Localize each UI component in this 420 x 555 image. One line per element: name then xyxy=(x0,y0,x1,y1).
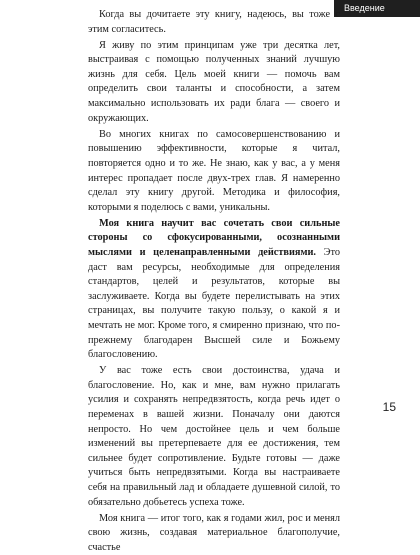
running-header xyxy=(334,0,420,17)
bold-lead-sentence: Моя книга научит вас сочетать свои сильные стороны со сфокусированными, осознанными мыслями и целенаправленными действиями. xyxy=(88,217,340,258)
paragraph-1: Когда вы дочитаете эту книгу, надеюсь, вы тоже с этим согласитесь. xyxy=(88,9,340,35)
paragraph-3: Во многих книгах по самосовершенствованию и повышению эффективности, которые я читал, повторяется одно и то же. Не знаю, как у вас, а у меня интерес пропадает после двух-трех глав. Я намеренно сделал эту книгу другой. Методика и философия, которыми я поделюсь с вами, уникальны. xyxy=(88,128,340,213)
paragraph-6: Моя книга — итог того, как я годами жил, рос и менял свою жизнь, создавая материальное благополучие, счастье xyxy=(88,512,340,553)
paragraph-4: Моя книга научит вас сочетать свои сильные стороны со сфокусированными, осознанными мыслями и целенаправленными действиями. Это даст вам ресурсы, необходимые для определения стандартов, целей и результатов, которые вы заслуживаете. Когда вы будете перелистывать на этих страницах, вы получите такую пользу, о какой я и мечтать не мог. Кроме того, я смиренно признаю, что по-прежнему благодарен Высшей силе и Божьему благословению. xyxy=(88,217,340,361)
section-title: Введение xyxy=(344,3,385,13)
body-text xyxy=(88,8,340,555)
paragraph-2: Я живу по этим принципам уже три десятка лет, выстраивая с помощью полученных знаний лучшую жизнь для себя. Цель моей книги — помочь вам определить свои таланты и способности, а затем максимально использовать их ради блага — своего и окружающих. xyxy=(88,39,340,124)
paragraph-5: У вас тоже есть свои достоинства, удача и благословение. Но, как и мне, вам нужно прилагать усилия и сохранять непредвзятость, когда речь идет о переменах в вашей жизни. Поначалу они даются непросто. Но чем достойнее цель и чем больше изменений вы претерпеваете для ее достижения, тем сильнее будет сопротивление. Будьте готовы — даже учиться быть непредвзятыми. Когда вы настраиваете себя на правильный лад и обладаете душевной силой, то обязательно добьетесь успеха тоже. xyxy=(88,365,340,508)
page-number: 15 xyxy=(382,400,396,414)
